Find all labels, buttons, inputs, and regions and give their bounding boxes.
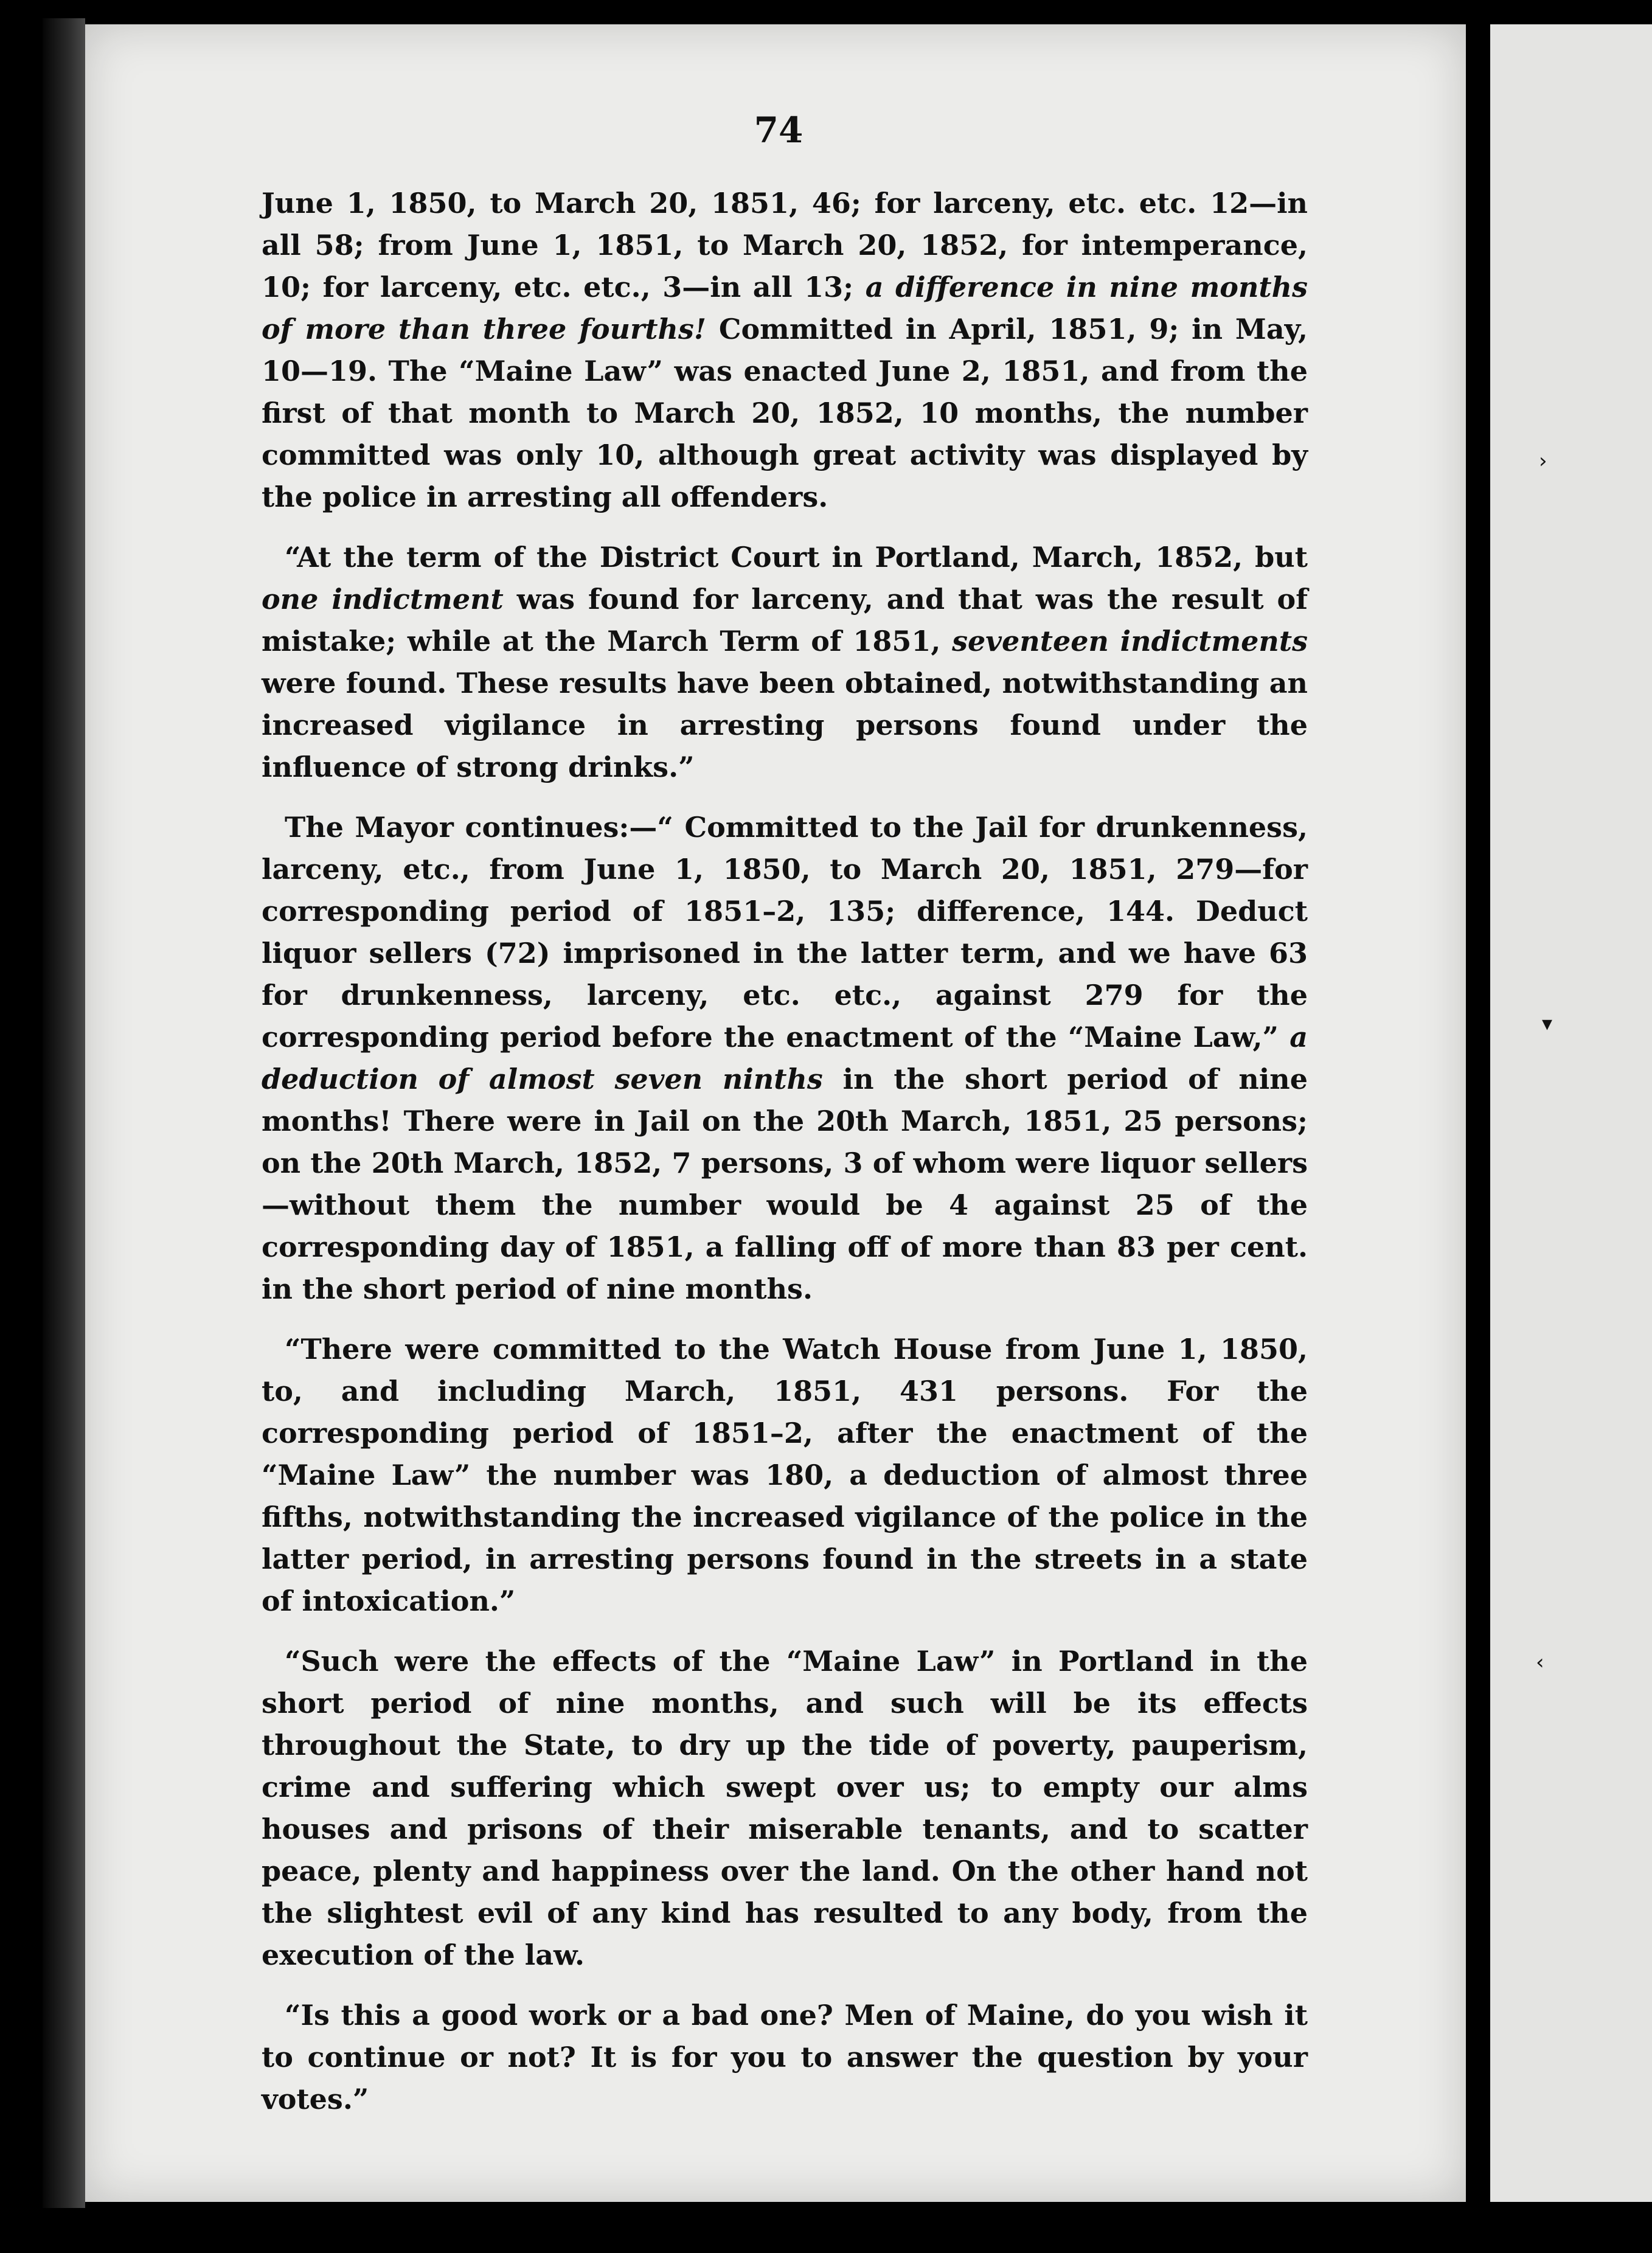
paragraph-text: “There were committed to the Watch House from June 1, 1850, to, and including March, 1851, 431 persons. For the corresponding period of 1851–2, after the enactment of the “Maine Law” the number was 180, a deduction of almost three fifths, notwithstanding the increased vigilance of the police in the latter period, in arresting persons found in the streets in a state of intoxication.” <box>262 1333 1308 1617</box>
book-spine-edge <box>43 18 85 2208</box>
right-page-mark: › <box>1539 449 1547 473</box>
paragraph-text: The Mayor continues:—“ Committed to the Jail for drunkenness, larceny, etc., from June 1, 1850, to March 20, 1851, 279—for corresponding period of 1851–2, 135; difference, 144. Deduct liquor sellers (72) imprisoned in the latter term, and we have 63 for drunkenness, larceny, etc. etc., against 279 for the corresponding period before the enactment of the “Maine Law,” <box>262 811 1308 1054</box>
right-page-mark: ‹ <box>1536 1650 1544 1675</box>
paragraph <box>262 536 1308 788</box>
paragraph-text: “At the term of the District Court in Portland, March, 1852, but <box>285 541 1308 574</box>
emphasized-text: a difference in nine months of more than three fourths! <box>262 271 1308 345</box>
body-text <box>262 182 1308 2139</box>
paragraph <box>262 1640 1308 1976</box>
page-number: 74 <box>754 109 803 151</box>
paragraph <box>262 1328 1308 1622</box>
emphasized-text: seventeen indictments <box>952 625 1308 658</box>
paragraph <box>262 1994 1308 2120</box>
emphasized-text: a deduction of almost seven ninths <box>262 1021 1308 1095</box>
paragraph-text: June 1, 1850, to March 20, 1851, 46; for larceny, etc. etc. 12—in all 58; from June 1, 1851, to March 20, 1852, for intemperance, 10; for larceny, etc. etc., 3—in all 13; <box>262 187 1308 304</box>
paragraph-text: Committed in April, 1851, 9; in May, 10—19. The “Maine Law” was enacted June 2, 1851, and from the first of that month to March 20, 1852, 10 months, the number committed was only 10, although great activity was displayed by the police in arresting all offenders. <box>262 313 1308 513</box>
paragraph-text: “Such were the effects of the “Maine Law” in Portland in the short period of nine months, and such will be its effects throughout the State, to dry up the tide of poverty, pauperism, crime and suffering which swept over us; to empty our alms houses and prisons of their miserable tenants, and to scatter peace, plenty and happiness over the land. On the other hand not the slightest evil of any kind has resulted to any body, from the execution of the law. <box>262 1645 1308 1971</box>
page-gutter <box>1466 0 1490 2253</box>
emphasized-text: one indictment <box>262 583 504 616</box>
right-page-edge <box>1490 24 1652 2202</box>
paragraph <box>262 807 1308 1310</box>
right-page-mark: ▾ <box>1542 1012 1553 1036</box>
paragraph-text: was found for larceny, and that was the result of mistake; while at the March Term of 1851, <box>262 583 1308 658</box>
paragraph <box>262 182 1308 518</box>
paragraph-text: “Is this a good work or a bad one? Men of Maine, do you wish it to continue or not? It is for you to answer the question by your votes.” <box>262 1999 1308 2116</box>
paragraph-text: in the short period of nine months! There were in Jail on the 20th March, 1851, 25 persons; on the 20th March, 1852, 7 persons, 3 of whom were liquor sellers—without them the number would be 4 against 25 of the corresponding day of 1851, a falling off of more than 83 per cent. in the short period of nine months. <box>262 1063 1308 1305</box>
paragraph-text: were found. These results have been obtained, notwithstanding an increased vigilance in arresting persons found under the influence of strong drinks.” <box>262 667 1308 783</box>
